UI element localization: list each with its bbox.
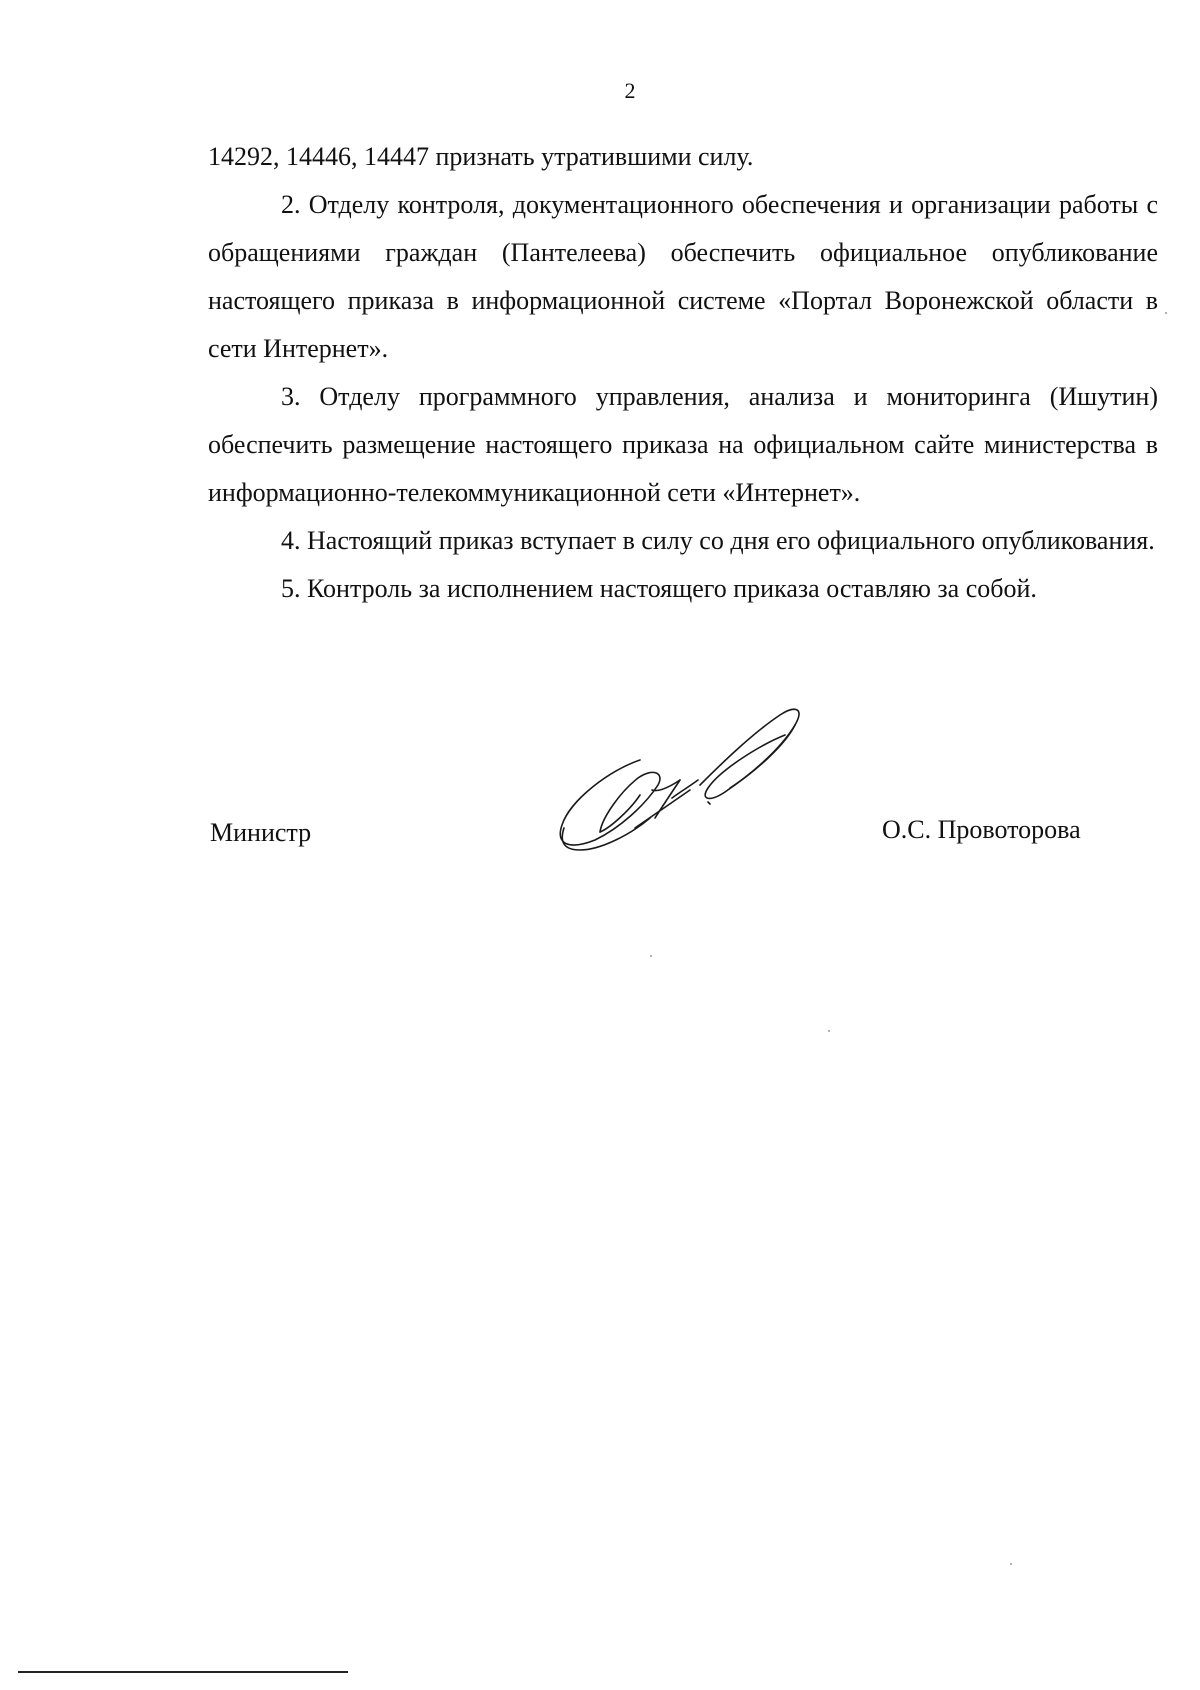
paragraph-item-4: 4. Настоящий приказ вступает в силу со дня его официального опубликования. [281,526,1155,555]
footer-rule [18,1671,348,1673]
scan-speck [828,1030,830,1032]
signer-name: О.С. Провоторова [882,815,1081,844]
signature-block [0,700,1200,880]
document-body [208,133,1158,613]
paragraph-item-5: 5. Контроль за исполнением настоящего приказа оставляю за собой. [281,574,1037,603]
paragraph-continuation: 14292, 14446, 14447 признать утратившими силу. [208,142,754,171]
page-number: 2 [624,78,636,103]
signer-title: Министр [210,818,312,847]
scan-speck [1010,1563,1012,1565]
scan-speck [650,955,652,957]
paragraph-item-2: 2. Отделу контроля, документационного обеспечения и организации работы с обращениями граждан (Пантелеева) обеспечить официальное опубликование настоящего приказа в информационной системе «Портал Воронежской области в сети Интернет». [208,190,1158,363]
scan-speck [1165,312,1167,314]
paragraph-item-3: 3. Отделу программного управления, анализа и мониторинга (Ишутин) обеспечить размещение настоящего приказа на официальном сайте министерства в информационно-телекоммуникационной сети «Интернет». [208,382,1158,507]
handwritten-signature [540,700,860,880]
